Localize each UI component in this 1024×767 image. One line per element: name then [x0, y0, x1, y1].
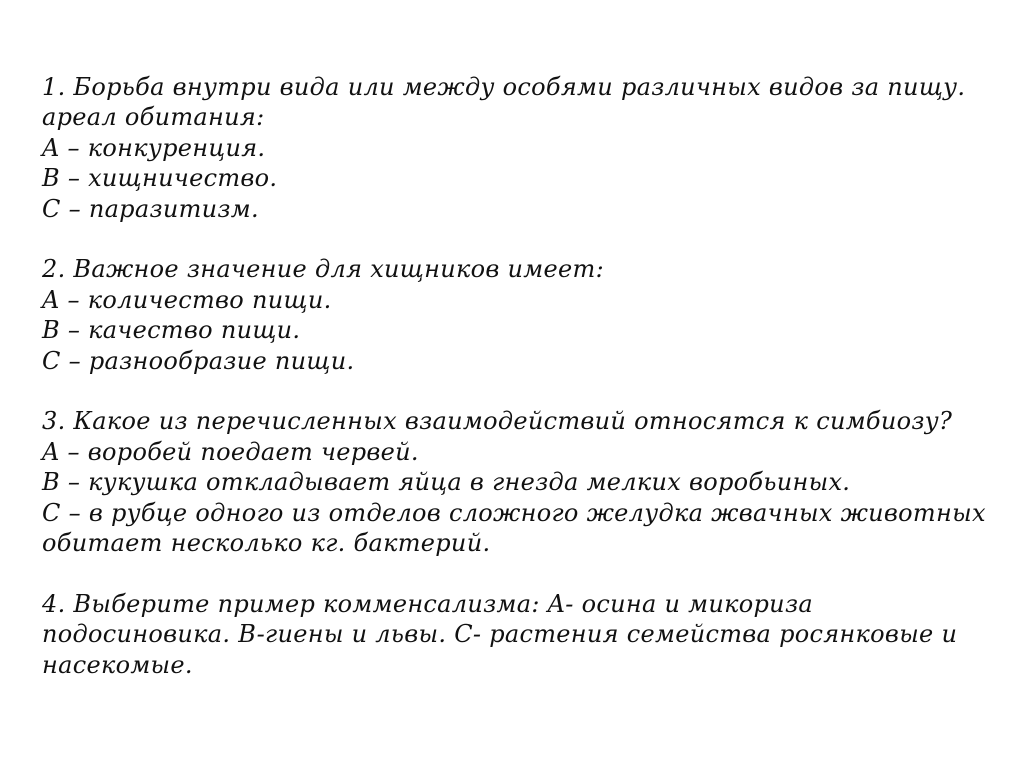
- question-2-option-a: A – количество пищи.: [42, 285, 332, 314]
- question-1-option-c: C – паразитизм.: [42, 194, 259, 223]
- question-3-prompt: 3. Какое из перечисленных взаимодействий относятся к симбиозу?: [42, 407, 953, 436]
- question-2: [42, 254, 1002, 376]
- question-3-option-c: C – в рубце одного из отделов сложного желудка жвачных животных: [42, 498, 986, 527]
- question-1: [42, 72, 1002, 224]
- question-4-line-3: насекомые.: [42, 650, 193, 679]
- question-3-option-c-cont: обитает несколько кг. бактерий.: [42, 529, 491, 558]
- question-3: [42, 406, 1002, 558]
- question-4-line-1: 4. Выберите пример комменсализма: A- осина и микориза: [42, 589, 813, 618]
- question-4: [42, 589, 1002, 680]
- quiz-document: [42, 72, 1002, 710]
- question-4-line-2: подосиновика. B-гиены и львы. C- растения семейства росянковые и: [42, 620, 958, 649]
- question-1-prompt: 1. Борьба внутри вида или между особями различных видов за пищу.: [42, 73, 966, 101]
- question-2-prompt: 2. Важное значение для хищников имеет:: [42, 255, 604, 284]
- question-2-option-b: B – качество пищи.: [42, 316, 301, 345]
- question-1-option-b: B – хищничество.: [42, 164, 278, 193]
- question-3-option-a: A – воробей поедает червей.: [42, 437, 419, 466]
- question-1-prompt-cont: ареал обитания:: [42, 103, 265, 132]
- question-3-option-b: B – кукушка откладывает яйца в гнезда мелких воробьиных.: [42, 468, 851, 497]
- question-1-option-a: A – конкуренция.: [42, 133, 266, 162]
- question-2-option-c: C – разнообразие пищи.: [42, 346, 355, 375]
